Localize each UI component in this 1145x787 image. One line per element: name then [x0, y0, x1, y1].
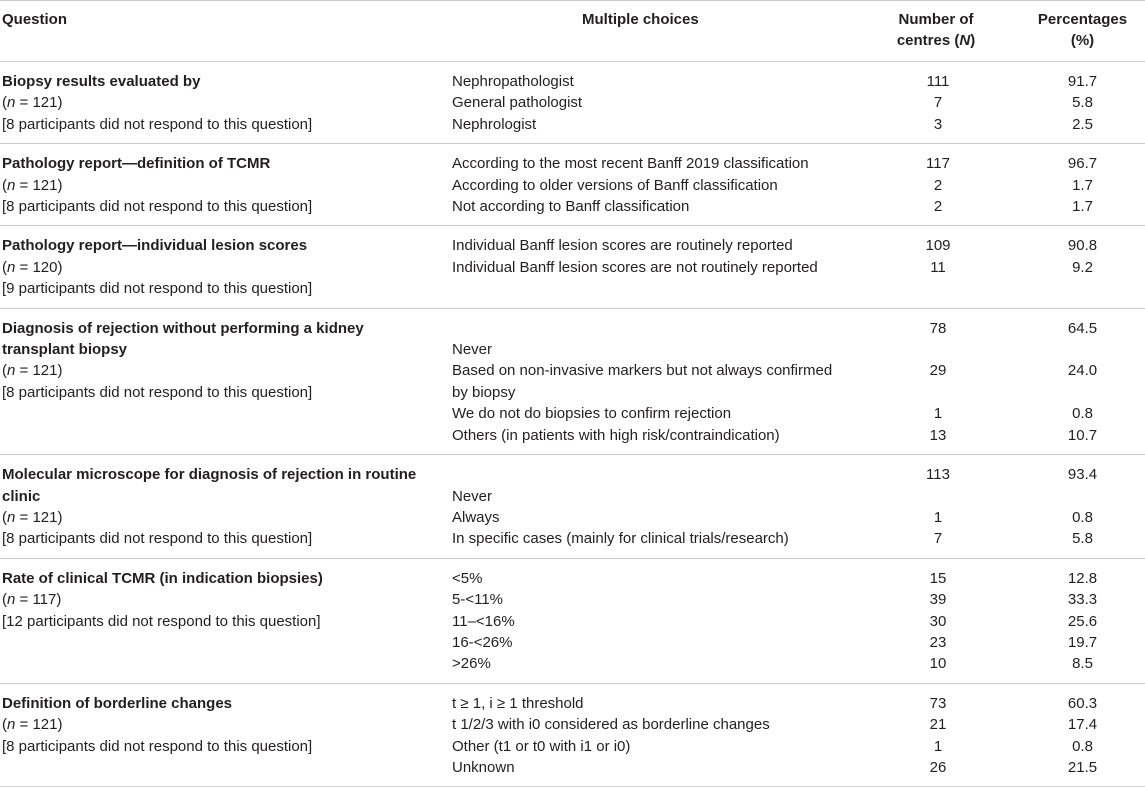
percentage-value: 93.4	[1067, 466, 1098, 484]
question-title: Rate of clinical TCMR (in indication biopsies)	[2, 569, 323, 587]
percentage-value: 10.7	[1067, 426, 1098, 444]
choice-text: Not according to Banff classification	[452, 198, 690, 216]
percentage-value: 1.7	[1072, 198, 1093, 216]
number-value: 78	[929, 319, 947, 337]
choice-text: Unknown	[452, 758, 515, 776]
number-value: 23	[929, 633, 947, 651]
table-row	[0, 62, 1145, 144]
table-row	[0, 144, 1145, 226]
numbers-cell	[872, 144, 1000, 226]
number-value: 7	[933, 530, 943, 548]
percentages-cell	[1000, 62, 1145, 144]
choice-text: Individual Banff lesion scores are routinely reported	[452, 237, 793, 255]
percentage-value: 1.7	[1072, 176, 1093, 194]
question-n: (n = 121)	[2, 176, 63, 194]
question-n: (n = 121)	[2, 362, 63, 380]
choice-text: 16-<26%	[452, 633, 513, 651]
number-value: 26	[929, 758, 947, 776]
choice-text: 5-<11%	[452, 591, 504, 609]
question-n: (n = 121)	[2, 716, 63, 734]
percentage-value: 64.5	[1067, 319, 1098, 337]
number-value: 113	[926, 466, 950, 484]
question-title-continued: transplant biopsy	[2, 341, 128, 359]
choice-text: Never	[452, 487, 493, 505]
question-title: Biopsy results evaluated by	[2, 73, 201, 90]
choices-cell	[452, 62, 872, 144]
numbers-cell	[872, 455, 1000, 559]
choices-cell	[452, 144, 872, 226]
choice-text: Nephropathologist	[452, 73, 574, 90]
question-cell	[0, 558, 452, 683]
percentage-value: 21.5	[1067, 758, 1098, 776]
number-value: 1	[933, 508, 943, 526]
percentages-cell	[1000, 226, 1145, 308]
choice-text: >26%	[452, 655, 491, 673]
choice-text: General pathologist	[452, 94, 583, 112]
header-number-of-centres: Number of centres (N)	[872, 1, 1000, 62]
choice-text: Others (in patients with high risk/contraindication)	[452, 426, 780, 444]
choice-text: Never	[452, 341, 493, 359]
percentage-value: 91.7	[1067, 73, 1098, 90]
choice-text: <5%	[452, 569, 483, 587]
percentage-value: 96.7	[1067, 155, 1098, 173]
choice-text: Always	[452, 508, 500, 526]
percentage-value: 90.8	[1067, 237, 1098, 255]
number-value: 73	[929, 694, 947, 712]
question-note: [8 participants did not respond to this question]	[2, 383, 313, 401]
choice-text-continued: by biopsy	[452, 383, 516, 401]
question-title: Definition of borderline changes	[2, 694, 233, 712]
number-value: 13	[929, 426, 947, 444]
percentages-cell	[1000, 683, 1145, 787]
choices-cell	[452, 226, 872, 308]
choice-text: t ≥ 1, i ≥ 1 threshold	[452, 694, 584, 712]
choices-cell	[452, 455, 872, 559]
choice-text: Nephrologist	[452, 115, 537, 133]
numbers-cell	[872, 308, 1000, 454]
number-value: 111	[926, 73, 950, 90]
header-multiple-choices: Multiple choices	[452, 1, 872, 62]
question-cell	[0, 226, 452, 308]
number-value: 39	[929, 591, 947, 609]
table-row	[0, 558, 1145, 683]
numbers-cell	[872, 558, 1000, 683]
percentage-value: 12.8	[1067, 569, 1098, 587]
question-title-continued: clinic	[2, 487, 41, 505]
number-value: 1	[933, 405, 943, 423]
header-percentages: Percentages (%)	[1000, 1, 1145, 62]
percentage-value: 60.3	[1067, 694, 1098, 712]
question-title: Molecular microscope for diagnosis of rejection in routine	[2, 466, 417, 484]
choice-text: We do not do biopsies to confirm rejection	[452, 405, 732, 423]
number-value: 2	[933, 198, 943, 216]
number-value: 117	[926, 155, 950, 173]
question-title: Diagnosis of rejection without performing a kidney	[2, 319, 364, 337]
choice-text: Other (t1 or t0 with i1 or i0)	[452, 737, 631, 755]
table-row	[0, 226, 1145, 308]
choice-text: t 1/2/3 with i0 considered as borderline changes	[452, 716, 770, 734]
question-note: [8 participants did not respond to this question]	[2, 198, 313, 216]
number-value: 30	[929, 612, 947, 630]
percentages-cell	[1000, 455, 1145, 559]
choices-cell	[452, 308, 872, 454]
choice-text: According to older versions of Banff classification	[452, 176, 778, 194]
numbers-cell	[872, 683, 1000, 787]
percentage-value: 33.3	[1067, 591, 1098, 609]
percentage-value: 25.6	[1067, 612, 1098, 630]
question-n: (n = 121)	[2, 94, 63, 112]
percentage-value: 0.8	[1072, 405, 1093, 423]
choice-text: 11–<16%	[452, 612, 515, 630]
question-cell	[0, 308, 452, 454]
percentage-value: 0.8	[1072, 737, 1093, 755]
question-note: [8 participants did not respond to this question]	[2, 737, 313, 755]
percentage-value: 19.7	[1067, 633, 1098, 651]
number-value: 3	[933, 115, 943, 133]
choice-text: In specific cases (mainly for clinical trials/research)	[452, 530, 789, 548]
header-question: Question	[0, 1, 452, 62]
table-header-row	[0, 1, 1145, 62]
number-value: 15	[929, 569, 947, 587]
percentage-value: 9.2	[1072, 258, 1093, 276]
choice-text: Based on non-invasive markers but not always confirmed	[452, 362, 833, 380]
question-cell	[0, 62, 452, 144]
question-note: [12 participants did not respond to this question]	[2, 612, 321, 630]
numbers-cell	[872, 226, 1000, 308]
question-cell	[0, 683, 452, 787]
number-value: 109	[925, 237, 951, 255]
percentage-value: 17.4	[1067, 716, 1098, 734]
question-note: [8 participants did not respond to this question]	[2, 115, 313, 133]
number-value: 2	[933, 176, 943, 194]
question-n: (n = 120)	[2, 258, 63, 276]
number-value: 7	[933, 94, 943, 112]
choice-text: According to the most recent Banff 2019 classification	[452, 155, 809, 173]
question-n: (n = 121)	[2, 508, 63, 526]
choices-cell	[452, 683, 872, 787]
question-cell	[0, 144, 452, 226]
question-note: [8 participants did not respond to this question]	[2, 530, 313, 548]
percentage-value: 8.5	[1072, 655, 1093, 673]
question-cell	[0, 455, 452, 559]
number-value: 11	[930, 258, 946, 276]
question-note: [9 participants did not respond to this question]	[2, 280, 313, 298]
table-row	[0, 308, 1145, 454]
number-value: 10	[929, 655, 947, 673]
numbers-cell	[872, 62, 1000, 144]
table-row	[0, 455, 1145, 559]
percentage-value: 2.5	[1072, 115, 1093, 133]
question-title: Pathology report—individual lesion scores	[2, 237, 308, 255]
choices-cell	[452, 558, 872, 683]
percentage-value: 0.8	[1072, 508, 1093, 526]
number-value: 1	[933, 737, 943, 755]
percentage-value: 5.8	[1072, 94, 1093, 112]
percentage-value: 5.8	[1072, 530, 1093, 548]
percentages-cell	[1000, 144, 1145, 226]
choice-text: Individual Banff lesion scores are not routinely reported	[452, 258, 818, 276]
question-n: (n = 117)	[2, 591, 62, 609]
question-title: Pathology report—definition of TCMR	[2, 155, 271, 173]
number-value: 29	[929, 362, 947, 380]
table-row	[0, 683, 1145, 787]
number-value: 21	[929, 716, 947, 734]
percentages-cell	[1000, 558, 1145, 683]
percentages-cell	[1000, 308, 1145, 454]
percentage-value: 24.0	[1067, 362, 1098, 380]
